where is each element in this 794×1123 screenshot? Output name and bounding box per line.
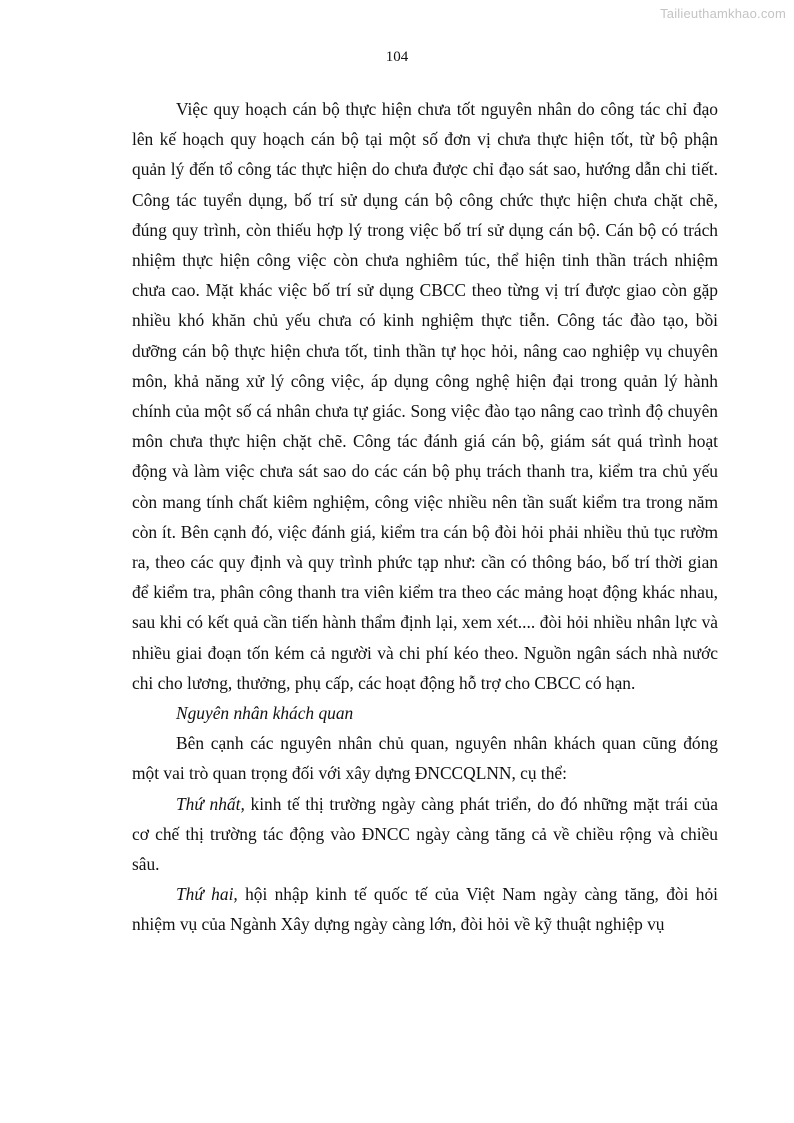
document-body bbox=[132, 94, 718, 940]
paragraph-causes-subjective: Việc quy hoạch cán bộ thực hiện chưa tốt nguyên nhân do công tác chỉ đạo lên kế hoạch quy hoạch cán bộ tại một số đơn vị chưa thực hiện tốt, từ bộ phận quản lý đến tổ công tác thực hiện do chưa được chỉ đạo sát sao, hướng dẫn chi tiết. Công tác tuyển dụng, bố trí sử dụng cán bộ công chức thực hiện chưa chặt chẽ, đúng quy trình, còn thiếu hợp lý trong việc bố trí sử dụng cán bộ. Cán bộ có trách nhiệm thực hiện công việc còn chưa nghiêm túc, thể hiện tinh thần trách nhiệm chưa cao. Mặt khác việc bố trí sử dụng CBCC theo từng vị trí được giao còn gặp nhiều khó khăn chủ yếu chưa có kinh nghiệm thực tiễn. Công tác đào tạo, bồi dưỡng cán bộ thực hiện chưa tốt, tinh thần tự học hỏi, nâng cao nghiệp vụ chuyên môn, khả năng xử lý công việc, áp dụng công nghệ hiện đại trong quản lý hành chính của một số cá nhân chưa tự giác. Song việc đào tạo nâng cao trình độ chuyên môn chưa thực hiện chặt chẽ. Công tác đánh giá cán bộ, giám sát quá trình hoạt động và làm việc chưa sát sao do các cán bộ phụ trách thanh tra, kiểm tra chủ yếu còn mang tính chất kiêm nghiệm, công việc nhiều nên tần suất kiểm tra trong năm còn ít. Bên cạnh đó, việc đánh giá, kiểm tra cán bộ đòi hỏi phải nhiều thủ tục rườm ra, theo các quy định và quy trình phức tạp như: cần có thông báo, bố trí thời gian để kiểm tra, phân công thanh tra viên kiểm tra theo các mảng hoạt động khác nhau, sau khi có kết quả cần tiến hành thẩm định lại, xem xét.... đòi hỏi nhiều nhân lực và nhiều giai đoạn tốn kém cả người và chi phí kéo theo. Nguồn ngân sách nhà nước chi cho lương, thưởng, phụ cấp, các hoạt động hỗ trợ cho CBCC có hạn. bbox=[132, 99, 718, 693]
first-cause-lead: Thứ nhất, bbox=[176, 793, 245, 814]
watermark: Tailieuthamkhao.com bbox=[660, 6, 786, 21]
paragraph-second-cause bbox=[132, 879, 718, 939]
second-cause-lead: Thứ hai, bbox=[176, 884, 238, 905]
first-cause-text: kinh tế thị trường ngày càng phát triển, do đó những mặt trái của cơ chế thị trường tác động vào ĐNCC ngày càng tăng cả về chiều rộng và chiều sâu. bbox=[132, 793, 718, 875]
section-heading-objective-causes: Nguyên nhân khách quan bbox=[176, 703, 354, 724]
paragraph-objective-intro: Bên cạnh các nguyên nhân chủ quan, nguyên nhân khách quan cũng đóng một vai trò quan trọng đối với xây dựng ĐNCCQLNN, cụ thể: bbox=[132, 733, 718, 784]
second-cause-text: hội nhập kinh tế quốc tế của Việt Nam ngày càng tăng, đòi hỏi nhiệm vụ của Ngành Xây dựng ngày càng lớn, đòi hỏi về kỹ thuật nghiệp vụ bbox=[132, 884, 718, 935]
page-number: 104 bbox=[385, 49, 409, 65]
paragraph-first-cause bbox=[132, 789, 718, 880]
